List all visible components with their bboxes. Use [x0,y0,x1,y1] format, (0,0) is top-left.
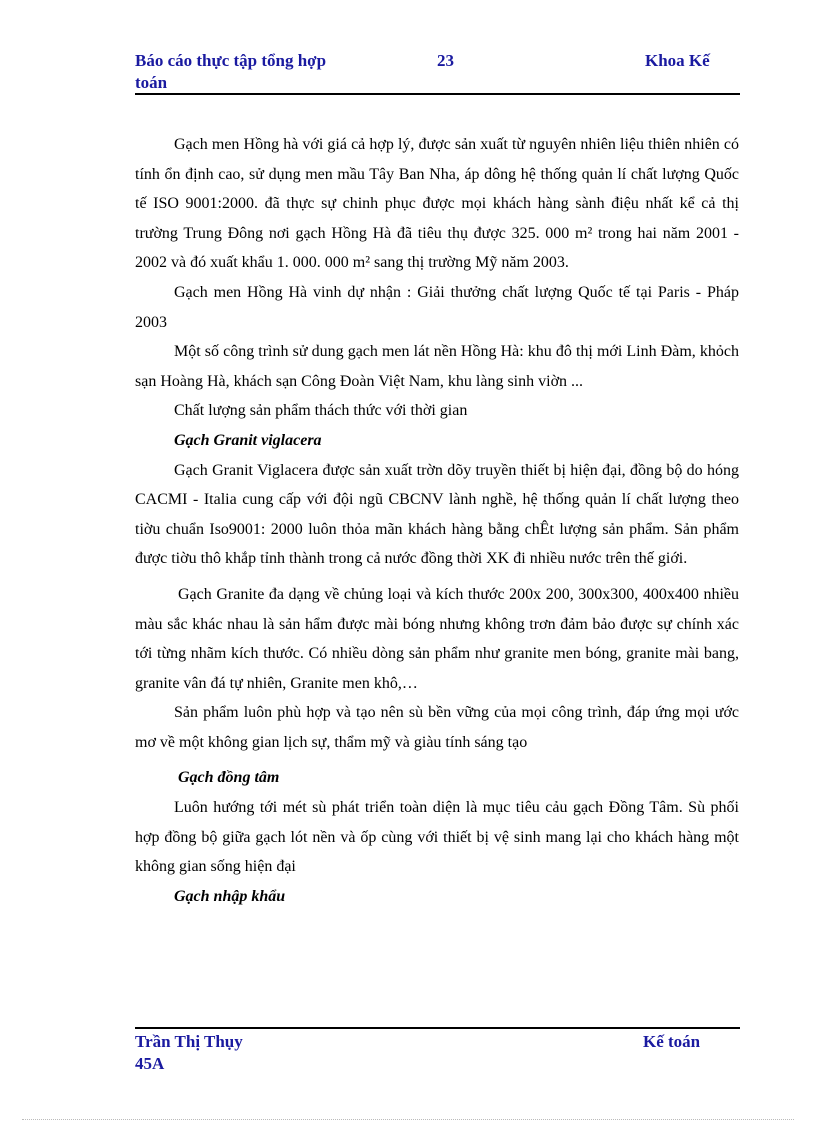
section-heading: Gạch đồng tâm [178,769,280,787]
paragraph: Sản phẩm luôn phù hợp và tạo nên sù bền vững của mọi công trình, đáp ứng mọi ước mơ về một không gian lịch sự, thẩm mỹ và giàu tính sáng tạo [135,704,739,751]
page-bottom-border [22,1119,794,1120]
footer-class: 45A [135,1054,165,1073]
paragraph: Gạch Granite đa dạng về chủng loại và kích thước 200x 200, 300x300, 400x400 nhiều màu sắc khác nhau là sản hẩm được mài bóng nhưng không trơn đảm bảo được sự chính xác tới từng nhãm kích thước. Có nhiều dòng sản phẩm như granite men bóng, granite mài bang, granite vân đá tự nhiên, Granite men khô,… [135,585,739,692]
header-title-line1: Báo cáo thực tập tổng hợp [135,51,327,70]
document-body [135,130,739,911]
paragraph: Luôn hướng tới mét sù phát triển toàn diện là mục tiêu cảu gạch Đồng Tâm. Sù phối hợp đồng bộ giữa gạch lót nền và ốp cùng với thiết bị vệ sinh mang lại cho khách hàng một không gian sống hiện đại [135,799,739,876]
footer-author-name: Trần Thị Thụy [135,1032,243,1051]
paragraph: Gạch Granit Viglacera được sản xuất trờn dõy truyền thiết bị hiện đại, đồng bộ do hóng CACMI - Italia cung cấp với đội ngũ CBCNV lành nghề, hệ thống quản lí chất lượng theo tiờu chuẩn Iso9001: 2000 luôn thỏa mãn khách hàng bằng chÊt lượng sản phẩm. Sản phẩm được tiờu thô khắp tỉnh thành trong cả nước đồng thời XK đi nhiều nước trên thế giới. [135,461,739,568]
footer-author [135,1031,243,1075]
page-number: 23 [437,51,454,70]
footer-rule [135,1027,740,1029]
section-heading: Gạch nhập khẩu [174,887,286,905]
paragraph: Chất lượng sản phẩm thách thức với thời gian [174,402,468,420]
footer-dept: Kế toán [643,1032,701,1051]
paragraph: Gạch men Hồng Hà vinh dự nhận : Giải thưởng chất lượng Quốc tế tại Paris - Pháp 2003 [135,283,739,331]
header-title [135,50,326,94]
paragraph: Một số công trình sử dung gạch men lát nền Hồng Hà: khu đô thị mới Linh Đàm, khỏch sạn Hoàng Hà, khách sạn Công Đoàn Việt Nam, khu làng sinh viờn ... [135,343,739,390]
header-title-line2: toán [135,73,168,92]
header-rule [135,93,740,95]
header-dept: Khoa Kế [645,51,710,70]
paragraph: Gạch men Hồng hà với giá cả hợp lý, được sản xuất từ nguyên nhiên liệu thiên nhiên có tính ổn định cao, sử dụng men mầu Tây Ban Nha, áp dông hệ thống quản lí chất lượng Quốc tế ISO 9001:2000. đã thực sự chinh phục được mọi khách hàng sành điệu nhất kể cả thị trường Trung Đông nơi gạch Hồng Hà đã tiêu thụ được 325. 000 m² trong hai năm 2001 - 2002 và đó xuất khẩu 1. 000. 000 m² sang thị trường Mỹ năm 2003. [135,136,739,272]
section-heading: Gạch Granit viglacera [174,431,322,449]
